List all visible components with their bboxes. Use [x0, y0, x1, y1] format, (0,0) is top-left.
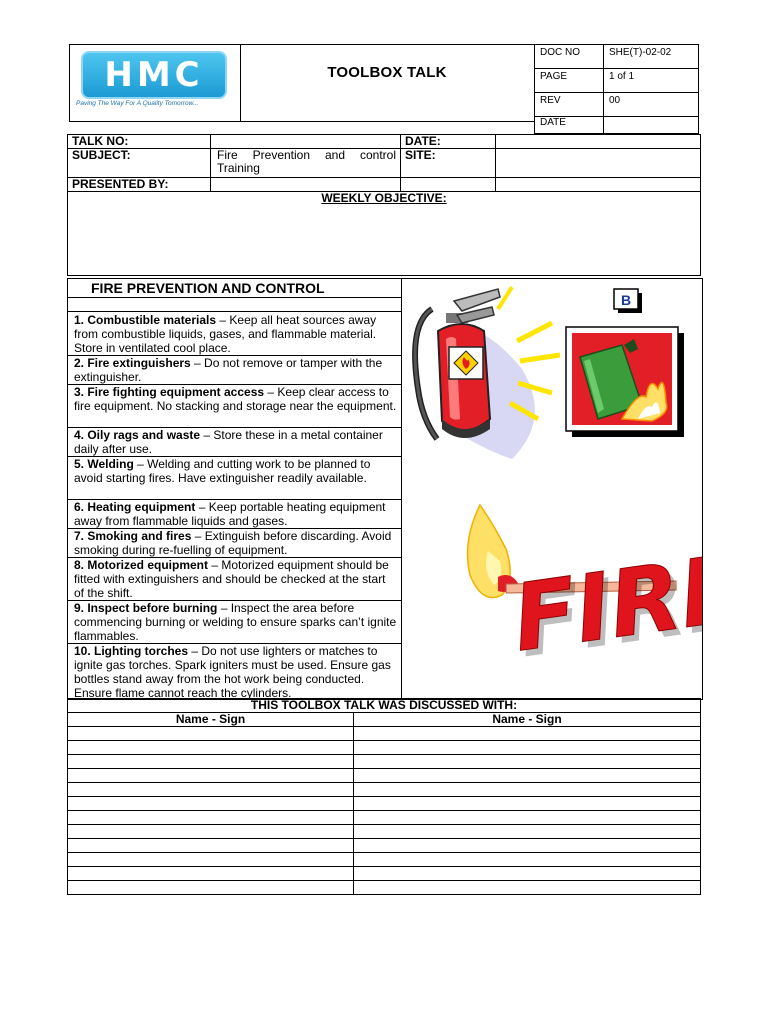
weekly-objective-label: WEEKLY OBJECTIVE: — [321, 191, 447, 205]
class-b-badge — [614, 289, 642, 313]
list-item — [68, 457, 401, 500]
signature-cell[interactable] — [68, 853, 354, 867]
subject-field[interactable]: Fire Prevention and control Training — [211, 149, 401, 178]
site-label: SITE: — [401, 149, 496, 178]
list-item — [68, 385, 401, 428]
item-text: – Store these in a metal container daily after use. — [74, 428, 383, 456]
item-text: – Extinguish before discarding. Avoid smoking during re-fuelling of equipment. — [74, 529, 392, 557]
document-control-table — [534, 44, 699, 134]
signature-cell[interactable] — [68, 783, 354, 797]
page-row — [535, 69, 699, 93]
fire-extinguisher-icon — [415, 287, 560, 459]
logo-text: HMC — [104, 55, 204, 95]
signature-cell[interactable] — [354, 727, 701, 741]
doc-no-label: DOC NO — [535, 45, 604, 69]
illustrations-svg — [402, 279, 702, 699]
signature-cell[interactable] — [354, 881, 701, 895]
page-label: PAGE — [535, 69, 604, 93]
signature-cell[interactable] — [354, 769, 701, 783]
signature-cell[interactable] — [354, 825, 701, 839]
signature-cell[interactable] — [68, 825, 354, 839]
signature-cell[interactable] — [354, 853, 701, 867]
doc-date-label: DATE — [535, 117, 604, 134]
signature-cell[interactable] — [68, 741, 354, 755]
signature-cell[interactable] — [354, 755, 701, 769]
signature-row — [68, 853, 701, 867]
name-sign-column-2: Name - Sign — [354, 713, 701, 727]
section-title: FIRE PREVENTION AND CONTROL — [68, 279, 401, 298]
signature-cell[interactable] — [354, 811, 701, 825]
rev-label: REV — [535, 93, 604, 117]
list-item — [68, 428, 401, 457]
signature-row — [68, 783, 701, 797]
item-title: 1. Combustible materials — [74, 313, 217, 327]
signature-row — [68, 825, 701, 839]
doc-no-value: SHE(T)-02-02 — [604, 45, 699, 69]
signature-cell[interactable] — [354, 741, 701, 755]
signature-row — [68, 867, 701, 881]
subject-label: SUBJECT: — [68, 149, 211, 178]
rev-row — [535, 93, 699, 117]
signature-cell[interactable] — [354, 839, 701, 853]
blank-row — [68, 298, 401, 312]
talk-no-label: TALK NO: — [68, 135, 211, 149]
logo-tagline: Paving The Way For A Quality Tomorrow... — [76, 100, 199, 107]
page-value: 1 of 1 — [604, 69, 699, 93]
fire-word-text: FIRE — [506, 534, 702, 673]
document-header — [69, 44, 699, 128]
signature-cell[interactable] — [68, 755, 354, 769]
blank-cell — [401, 178, 496, 192]
signature-cell[interactable] — [68, 769, 354, 783]
talk-no-row — [68, 135, 701, 149]
talk-info-table — [67, 134, 701, 276]
signature-cell[interactable] — [68, 797, 354, 811]
date-field[interactable] — [496, 135, 701, 149]
item-title: 6. Heating equipment — [74, 500, 196, 514]
name-sign-column-1: Name - Sign — [68, 713, 354, 727]
item-text: – Inspect the area before commencing burning or welding to ensure sparks can’t ignite flammables. — [74, 601, 397, 643]
item-title: 2. Fire extinguishers — [74, 356, 191, 370]
signature-column-row — [68, 713, 701, 727]
list-item — [68, 500, 401, 529]
list-item — [68, 601, 401, 644]
item-title: 3. Fire fighting equipment access — [74, 385, 265, 399]
signature-row — [68, 797, 701, 811]
item-title: 9. Inspect before burning — [74, 601, 218, 615]
item-text: – Keep portable heating equipment away from flammable liquids and gases. — [74, 500, 386, 528]
date-label: DATE: — [401, 135, 496, 149]
signature-cell[interactable] — [354, 867, 701, 881]
site-field[interactable] — [496, 149, 701, 178]
list-item — [68, 312, 401, 356]
list-item — [68, 356, 401, 385]
signature-row — [68, 839, 701, 853]
signature-row — [68, 727, 701, 741]
item-title: 7. Smoking and fires — [74, 529, 192, 543]
flammable-liquid-icon — [566, 327, 684, 437]
blank-cell — [496, 178, 701, 192]
fire-prevention-section — [67, 278, 703, 700]
presented-by-label: PRESENTED BY: — [68, 178, 211, 192]
item-text: – Keep clear access to fire equipment. No stacking and storage near the equipment. — [74, 385, 397, 413]
item-text: – Do not use lighters or matches to ignite gas torches. Spark igniters must be used. Ensure gas bottles stand away from the hot work being conducted. Ensure flame cannot reach the cylinders. — [74, 644, 391, 700]
prevention-list — [68, 279, 401, 700]
signature-table — [67, 698, 701, 895]
signature-header: THIS TOOLBOX TALK WAS DISCUSSED WITH: — [68, 699, 701, 713]
signature-row — [68, 755, 701, 769]
item-title: 4. Oily rags and waste — [74, 428, 201, 442]
list-item — [68, 529, 401, 558]
item-title: 5. Welding — [74, 457, 134, 471]
signature-cell[interactable] — [354, 797, 701, 811]
list-item — [68, 558, 401, 601]
signature-cell[interactable] — [68, 727, 354, 741]
list-item — [68, 644, 401, 700]
document-title: TOOLBOX TALK — [327, 64, 447, 81]
signature-cell[interactable] — [68, 881, 354, 895]
item-title: 8. Motorized equipment — [74, 558, 209, 572]
weekly-objective-cell[interactable] — [68, 192, 701, 276]
item-text: – Welding and cutting work to be planned to avoid starting fires. Have extinguisher readily available. — [74, 457, 371, 485]
item-text: – Keep all heat sources away from combustible liquids, gases, and flammable material. Store in ventilated cool place. — [74, 313, 377, 355]
subject-row — [68, 149, 701, 178]
talk-no-field[interactable] — [211, 135, 401, 149]
logo-cell — [69, 44, 241, 122]
class-b-text: B — [620, 292, 632, 308]
item-text: – Do not remove or tamper with the extinguisher. — [74, 356, 383, 384]
objective-row — [68, 192, 701, 276]
signature-row — [68, 881, 701, 895]
presented-by-field[interactable] — [211, 178, 401, 192]
rev-value: 00 — [604, 93, 699, 117]
presented-by-row — [68, 178, 701, 192]
signature-cell[interactable] — [68, 811, 354, 825]
fire-word-shadow: FIRE — [511, 540, 702, 679]
signature-cell[interactable] — [354, 783, 701, 797]
item-title: 10. Lighting torches — [74, 644, 189, 658]
signature-row — [68, 741, 701, 755]
signature-row — [68, 811, 701, 825]
item-text: – Motorized equipment should be fitted with extinguishers and should be checked at the start of the shift. — [74, 558, 389, 600]
signature-header-row — [68, 699, 701, 713]
hmc-logo — [81, 51, 227, 99]
date-row — [535, 117, 699, 134]
doc-date-value[interactable] — [604, 117, 699, 134]
illustrations-panel — [402, 279, 702, 699]
signature-row — [68, 769, 701, 783]
signature-cell[interactable] — [68, 839, 354, 853]
fire-word-graphic — [507, 534, 702, 678]
doc-no-row — [535, 45, 699, 69]
signature-cell[interactable] — [68, 867, 354, 881]
title-cell — [240, 44, 534, 122]
